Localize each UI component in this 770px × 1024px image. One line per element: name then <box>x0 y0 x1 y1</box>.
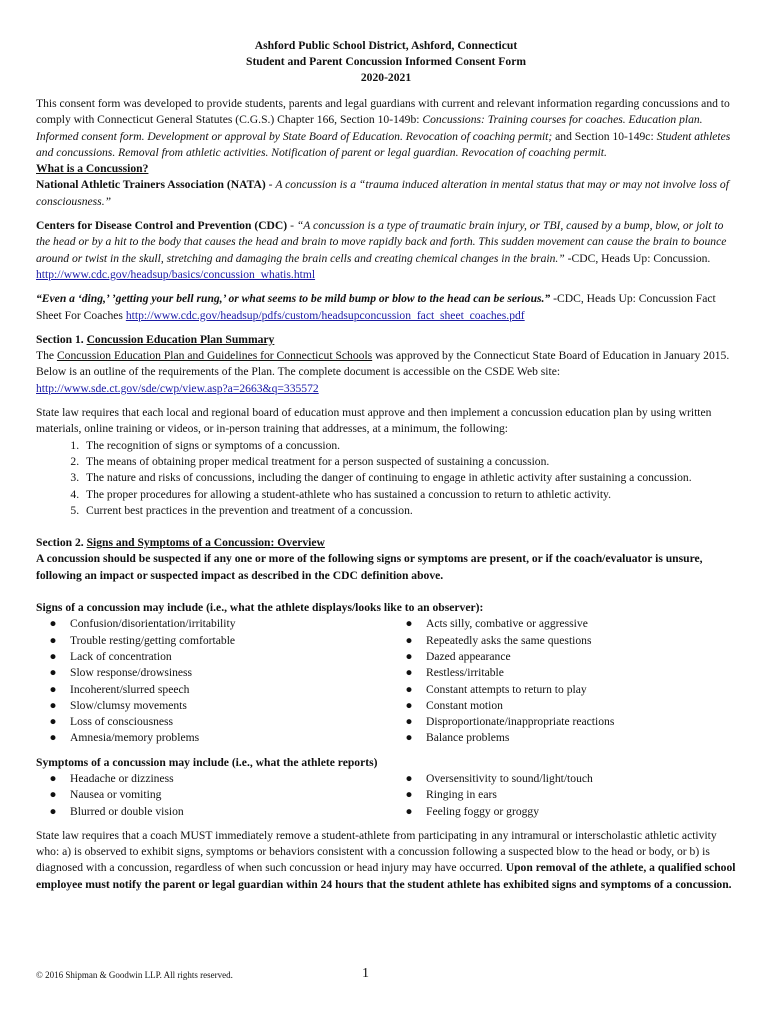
sign-text: Disproportionate/inappropriate reactions <box>426 715 615 729</box>
what-is-heading: What is a Concussion? <box>36 162 149 176</box>
cdc-separator: - <box>287 219 297 233</box>
bullet: ● <box>405 788 413 802</box>
symptom-text: Blurred or double vision <box>70 804 184 818</box>
bullet: ● <box>49 788 57 802</box>
sign-text: Constant motion <box>426 698 503 712</box>
list-item <box>392 616 736 632</box>
section1-title: Concussion Education Plan Summary <box>86 332 275 346</box>
list-item: 4. The proper procedures for allowing a student-athlete who has sustained a concussion to return to athletic activity. <box>82 487 736 503</box>
bullet: ● <box>405 698 413 712</box>
bullet: ● <box>405 617 413 631</box>
symptoms-right-column <box>392 771 736 820</box>
list-item <box>36 682 392 698</box>
header-year: 2020-2021 <box>360 71 412 84</box>
document-header <box>36 38 736 86</box>
bullet: ● <box>49 771 57 785</box>
nata-label: National Athletic Trainers Association (NATA) <box>36 178 266 192</box>
section2-heading <box>36 535 736 551</box>
bullet: ● <box>49 715 57 729</box>
symptom-text: Nausea or vomiting <box>70 788 162 802</box>
list-item <box>392 649 736 665</box>
intro-text-1: This consent form was developed to provide students, parents and legal guardians with current and relevant information regarding concussions and to comply with Connecticut General Statutes (C.G.S.) Chapter 166, Section 10-149b: <box>36 97 730 127</box>
page-number: 1 <box>362 966 369 981</box>
bullet: ● <box>405 715 413 729</box>
removal-paragraph <box>36 828 736 893</box>
section1-label: Section 1. <box>36 332 87 346</box>
bullet: ● <box>405 666 413 680</box>
list-item <box>392 633 736 649</box>
sign-text: Trouble resting/getting comfortable <box>70 633 236 647</box>
list-item <box>392 714 736 730</box>
sign-text: Balance problems <box>426 731 510 745</box>
cdc-definition <box>36 218 736 283</box>
list-item <box>36 616 392 632</box>
nata-quote: A concussion is a “trauma induced alteration in mental status that may or may not involve loss of consciousness.” <box>36 178 729 208</box>
bullet: ● <box>49 682 57 696</box>
list-item <box>36 633 392 649</box>
nata-definition <box>36 177 736 210</box>
header-district: Ashford Public School District, Ashford, Connecticut <box>254 39 518 52</box>
symptoms-heading: Symptoms of a concussion may include (i.e., what the athlete reports) <box>36 755 378 769</box>
bullet: ● <box>49 698 57 712</box>
bullet: ● <box>49 666 57 680</box>
section2-title: Signs and Symptoms of a Concussion: Overview <box>86 536 325 550</box>
signs-list <box>36 616 736 746</box>
bullet: ● <box>405 771 413 785</box>
section2-label: Section 2. <box>36 536 87 550</box>
bullet: ● <box>49 804 57 818</box>
intro-statute-1: Concussions: Training courses for coaches. Education plan. Informed consent form. Development or approval by State Board of Education. Revocation of coaching permit; <box>36 113 703 143</box>
sign-text: Restless/irritable <box>426 666 504 680</box>
cdc-whatis-link[interactable]: http://www.cdc.gov/headsup/basics/concussion_whatis.html <box>36 267 316 281</box>
list-item: 2. The means of obtaining proper medical treatment for a person suspected of sustaining a concussion. <box>82 454 736 470</box>
intro-paragraph <box>36 96 736 161</box>
list-item: 5. Current best practices in the prevention and treatment of a concussion. <box>82 503 736 519</box>
csde-link[interactable]: http://www.sde.ct.gov/sde/cwp/view.asp?a=2663&q=335572 <box>36 381 319 395</box>
sign-text: Lack of concentration <box>70 649 172 663</box>
list-item: 1. The recognition of signs or symptoms of a concussion. <box>82 438 736 454</box>
list-item <box>36 730 392 746</box>
sign-text: Repeatedly asks the same questions <box>426 633 592 647</box>
section1-law-text: State law requires that each local and regional board of education must approve and then implement a concussion education plan by using written materials, online training or videos, or in-person training that addresses, at a minimum, the following: <box>36 406 712 436</box>
cdc-quote: “A concussion is a type of traumatic brain injury, or TBI, caused by a bump, blow, or jolt to the head or by a hit to the body that causes the head and brain to move rapidly back and forth. This sudden movement can cause the brain to bounce around or twist in the skull, stretching and damaging the brain cells and creating chemical changes in the brain.” <box>36 219 727 265</box>
sign-text: Constant attempts to return to play <box>426 682 587 696</box>
signs-heading: Signs of a concussion may include (i.e., what the athlete displays/looks like to an observer): <box>36 601 484 615</box>
list-item <box>392 698 736 714</box>
bullet: ● <box>405 804 413 818</box>
intro-statute-2: Student athletes and concussions. Removal from athletic activities. Notification of parent or legal guardian. Revocation of coaching permit. <box>36 129 731 159</box>
section1-plan-name: Concussion Education Plan and Guidelines for Connecticut Schools <box>56 349 373 363</box>
cdc-source: -CDC, Heads Up: Concussion. <box>564 251 711 265</box>
bullet: ● <box>405 649 413 663</box>
list-item: 3. The nature and risks of concussions, including the danger of continuing to engage in athletic activity after sustaining a concussion. <box>82 470 736 486</box>
section2-intro: A concussion should be suspected if any one or more of the following signs or symptoms are present, or if the coach/evaluator is unsure, following an impact or suspected impact as described in the CDC definition above. <box>36 552 703 582</box>
symptom-text: Headache or dizziness <box>70 771 174 785</box>
list-item <box>392 771 736 787</box>
section1-text-2: was approved by the Connecticut State Board of Education in January 2015. Below is an outline of the requirements of the Plan. The complete document is accessible on the CSDE Web site: <box>36 349 730 379</box>
symptom-text: Ringing in ears <box>426 788 497 802</box>
sign-text: Amnesia/memory problems <box>70 731 200 745</box>
list-item <box>36 698 392 714</box>
symptom-text: Oversensitivity to sound/light/touch <box>426 771 593 785</box>
bullet: ● <box>49 633 57 647</box>
ding-quote-paragraph <box>36 291 736 324</box>
removal-text: State law requires that a coach MUST immediately remove a student-athlete from participating in any intramural or interscholastic athletic activity who: a) is observed to exhibit signs, symptoms or behaviors consistent with a concussion following a suspected blow to the head or body, or b) is diagnosed with a concussion, regardless of when such concussion or head injury may have occurred. <box>36 828 717 875</box>
symptoms-list <box>36 771 736 820</box>
section1-plan-paragraph <box>36 348 736 397</box>
sign-text: Dazed appearance <box>426 649 511 663</box>
bullet: ● <box>405 682 413 696</box>
bullet: ● <box>49 731 57 745</box>
list-item <box>392 787 736 803</box>
ding-source: -CDC, Heads Up: Concussion Fact Sheet For Coaches <box>36 292 716 322</box>
sign-text: Acts silly, combative or aggressive <box>426 617 588 631</box>
removal-notice: Upon removal of the athlete, a qualified school employee must notify the parent or legal guardian within 24 hours that the student athlete has exhibited signs and symptoms of a concussion. <box>36 861 736 891</box>
symptom-text: Feeling foggy or groggy <box>426 804 540 818</box>
list-item <box>36 787 392 803</box>
list-item <box>36 665 392 681</box>
sign-text: Incoherent/slurred speech <box>70 682 190 696</box>
cdc-label: Centers for Disease Control and Prevention (CDC) <box>36 219 288 233</box>
signs-right-column <box>392 616 736 746</box>
bullet: ● <box>405 633 413 647</box>
section1-text-1: The <box>36 349 57 363</box>
nata-separator: - <box>265 178 276 192</box>
list-item <box>36 714 392 730</box>
sign-text: Slow/clumsy movements <box>70 698 187 712</box>
list-item <box>392 730 736 746</box>
page-content <box>36 38 736 893</box>
header-form-title: Student and Parent Concussion Informed Consent Form <box>246 55 526 68</box>
sign-text: Confusion/disorientation/irritability <box>70 617 236 631</box>
bullet: ● <box>49 649 57 663</box>
bullet: ● <box>405 731 413 745</box>
symptoms-left-column <box>36 771 392 820</box>
list-item <box>36 649 392 665</box>
coaches-fact-sheet-link[interactable]: http://www.cdc.gov/headsup/pdfs/custom/headsupconcussion_fact_sheet_coaches.pdf <box>125 308 525 322</box>
list-item <box>36 804 392 820</box>
intro-text-2: and Section 10-149c: <box>552 129 657 143</box>
footer-copyright: © 2016 Shipman & Goodwin LLP. All rights reserved. <box>36 970 233 980</box>
bullet: ● <box>49 617 57 631</box>
list-item <box>36 771 392 787</box>
section1-heading <box>36 332 736 348</box>
list-item <box>392 682 736 698</box>
plan-requirements-list <box>36 438 736 519</box>
sign-text: Slow response/drowsiness <box>70 666 193 680</box>
ding-quote: “Even a ‘ding,’ ’getting your bell rung,’ or what seems to be mild bump or blow to the head can be serious.” <box>36 292 551 306</box>
list-item <box>392 665 736 681</box>
signs-left-column <box>36 616 392 746</box>
sign-text: Loss of consciousness <box>70 715 174 729</box>
list-item <box>392 804 736 820</box>
